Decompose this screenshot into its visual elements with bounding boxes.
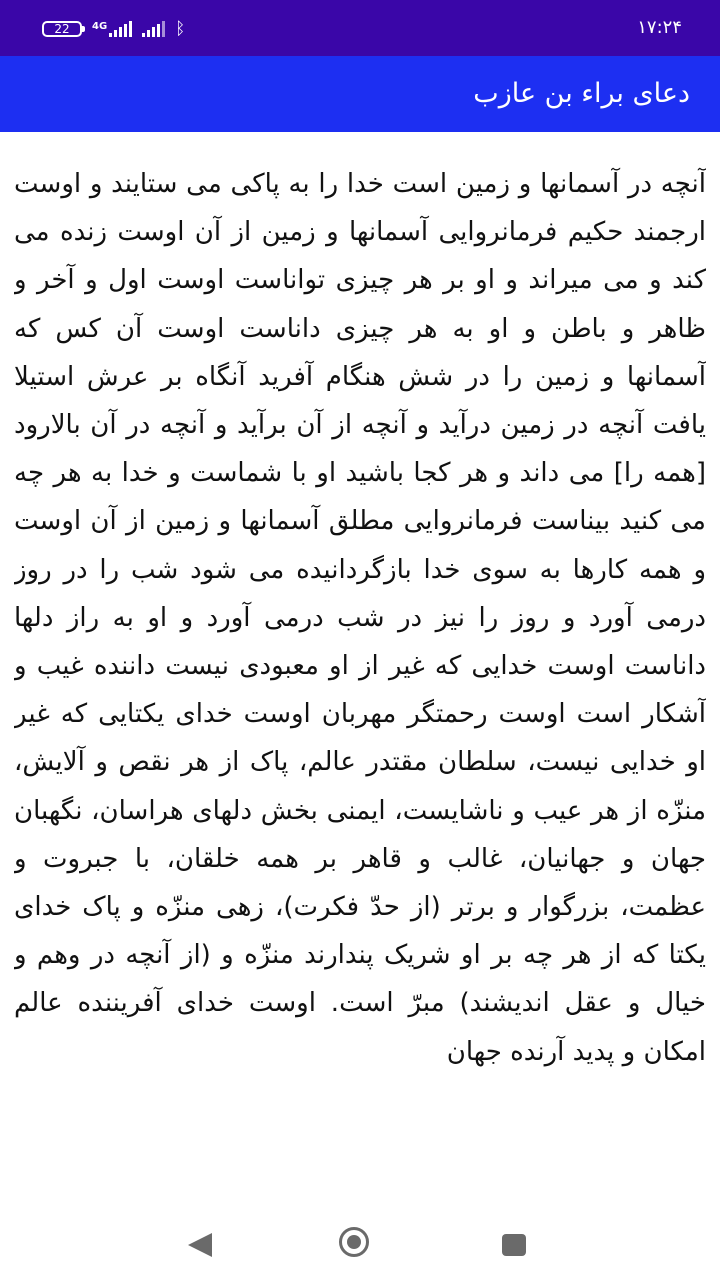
battery-level: 22 <box>54 22 70 36</box>
signal-4g-icon <box>92 21 132 37</box>
status-icons <box>42 18 185 40</box>
bluetooth-icon: ᛒ <box>175 18 186 39</box>
home-icon[interactable] <box>339 1227 369 1257</box>
prayer-text: آنچه در آسمانها و زمین است خدا را به پاکی می ستایند و اوست ارجمند حکیم فرمانروایی آسمانها و زمین از آن اوست زنده می کند و می میراند و او بر هر چیزی تواناست اوست اول و آخر و ظاهر و باطن و او به هر چیزی داناست اوست آن کس که آسمانها و زمین را در شش هنگام آفرید آنگاه بر عرش استیلا یافت آنچه در زمین درآید و آنچه از آن برآید و آنچه در آن بالارود [همه را] می داند و هر کجا باشید او با شماست و خدا به هر چه می کنید بیناست فرمانروایی مطلق آسمانها و زمین از آن اوست و همه کارها به سوی خدا بازگردانیده می شود شب را در روز درمی آورد و روز را نیز در شب درمی آورد و او به راز دلها داناست اوست خدایی که غیر از او معبودی نیست داننده غیب و آشکار است اوست رحمتگر مهربان اوست خدای یکتایی که غیر او خدایی نیست، سلطان مقتدر عالم، پاک از هر نقص و آلایش، منزّه از هر عیب و ناشایست، ایمنی بخش دلهای هراسان، نگهبان جهان و جهانیان، غالب و قاهر بر همه خلقان، با جبروت و عظمت، بزرگوار و برتر (از حدّ فکرت)، زهی منزّه و پاک خدای یکتا که از هر چه بر او شریک پندارند منزّه و (از آنچه در وهم و خیال و عقل اندیشند) مبرّ است. اوست خدای آفریننده عالم امکان و پدید آرنده جهان <box>14 169 706 1067</box>
network-type: 4G <box>92 21 108 32</box>
status-time: ۱۷:۲۴ <box>637 17 682 38</box>
signal-icon <box>142 21 165 37</box>
back-icon[interactable] <box>188 1233 212 1257</box>
battery-icon <box>42 21 82 37</box>
app-bar <box>0 56 720 132</box>
page-title: دعای براء بن عازب <box>473 78 690 109</box>
status-bar <box>0 0 720 56</box>
recents-icon[interactable] <box>502 1234 526 1256</box>
content-scroll-area[interactable] <box>14 160 706 1212</box>
navigation-bar <box>0 1212 720 1280</box>
